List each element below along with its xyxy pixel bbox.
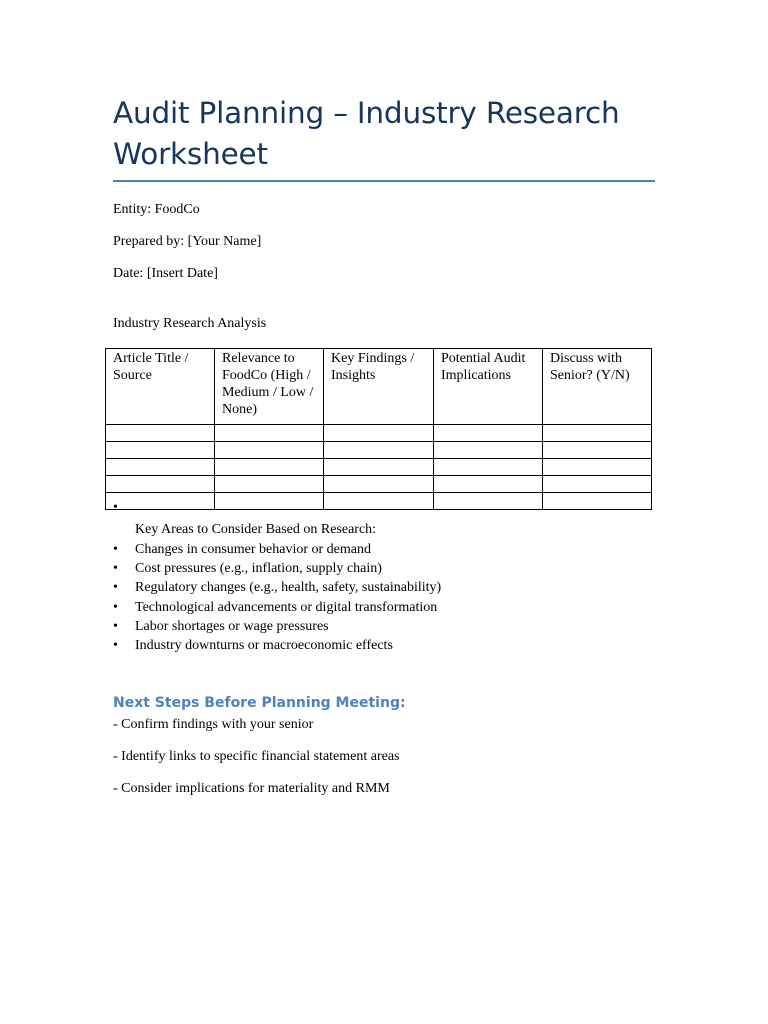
table-cell[interactable] bbox=[543, 493, 652, 510]
column-header-relevance: Relevance to FoodCo (High / Medium / Low / None) bbox=[215, 349, 324, 425]
analysis-section-label: Industry Research Analysis bbox=[113, 316, 267, 331]
list-item-text: Industry downturns or macroeconomic effects bbox=[135, 637, 393, 653]
table-cell[interactable] bbox=[324, 442, 434, 459]
industry-research-table bbox=[105, 348, 652, 510]
table-cell[interactable] bbox=[543, 459, 652, 476]
list-item bbox=[113, 579, 441, 598]
table-cell[interactable] bbox=[215, 476, 324, 493]
table-cell[interactable] bbox=[543, 442, 652, 459]
list-item bbox=[113, 541, 441, 560]
table-cell[interactable] bbox=[434, 493, 543, 510]
column-header-article: Article Title / Source bbox=[106, 349, 215, 425]
list-item bbox=[113, 637, 441, 656]
table-cell[interactable] bbox=[215, 493, 324, 510]
table-cell[interactable] bbox=[106, 442, 215, 459]
table-cell[interactable] bbox=[434, 476, 543, 493]
prepared-by-line: Prepared by: [Your Name] bbox=[113, 234, 262, 249]
table-cell[interactable] bbox=[434, 425, 543, 442]
title-underline bbox=[113, 180, 655, 182]
list-item bbox=[113, 560, 441, 579]
table-cell[interactable] bbox=[434, 442, 543, 459]
key-areas-heading: Key Areas to Consider Based on Research: bbox=[135, 522, 377, 537]
list-item-text: Changes in consumer behavior or demand bbox=[135, 542, 371, 557]
bullet-icon: • bbox=[113, 599, 118, 615]
bullet-icon: • bbox=[113, 618, 118, 634]
list-item-text: Cost pressures (e.g., inflation, supply chain) bbox=[135, 561, 382, 577]
next-steps-heading: Next Steps Before Planning Meeting: bbox=[113, 695, 406, 711]
column-header-implications: Potential Audit Implications bbox=[434, 349, 543, 425]
table-cell[interactable] bbox=[106, 493, 215, 510]
list-item-text: Regulatory changes (e.g., health, safety, sustainability) bbox=[135, 580, 442, 596]
table-cell[interactable] bbox=[434, 459, 543, 476]
table-row bbox=[106, 459, 652, 476]
table-cell[interactable] bbox=[324, 459, 434, 476]
table-cell[interactable] bbox=[543, 425, 652, 442]
empty-bullet-icon: • bbox=[113, 500, 118, 515]
table-header-row bbox=[106, 349, 652, 425]
table-cell[interactable] bbox=[215, 425, 324, 442]
list-item-text: Technological advancements or digital transformation bbox=[135, 599, 438, 615]
table-cell[interactable] bbox=[106, 425, 215, 442]
table-cell[interactable] bbox=[215, 442, 324, 459]
table-cell[interactable] bbox=[543, 476, 652, 493]
table-row bbox=[106, 476, 652, 493]
list-item bbox=[113, 599, 441, 618]
next-step-item: - Confirm findings with your senior bbox=[113, 717, 314, 732]
column-header-findings: Key Findings / Insights bbox=[324, 349, 434, 425]
table-cell[interactable] bbox=[106, 459, 215, 476]
table-row bbox=[106, 493, 652, 510]
table-cell[interactable] bbox=[106, 476, 215, 493]
document-title: Audit Planning – Industry Research Worksheet bbox=[113, 96, 620, 171]
next-step-item: - Consider implications for materiality and RMM bbox=[113, 781, 390, 796]
table-cell[interactable] bbox=[215, 459, 324, 476]
column-header-discuss: Discuss with Senior? (Y/N) bbox=[543, 349, 652, 425]
list-item-text: Labor shortages or wage pressures bbox=[135, 618, 329, 634]
bullet-icon: • bbox=[113, 580, 118, 596]
date-line: Date: [Insert Date] bbox=[113, 266, 218, 281]
next-step-item: - Identify links to specific financial statement areas bbox=[113, 749, 400, 764]
list-item bbox=[113, 618, 441, 637]
bullet-icon: • bbox=[113, 637, 118, 653]
key-areas-list bbox=[113, 541, 441, 656]
bullet-icon: • bbox=[113, 561, 118, 577]
table-cell[interactable] bbox=[324, 476, 434, 493]
table-cell[interactable] bbox=[324, 493, 434, 510]
bullet-icon: • bbox=[113, 542, 118, 557]
table-row bbox=[106, 442, 652, 459]
table-cell[interactable] bbox=[324, 425, 434, 442]
entity-line: Entity: FoodCo bbox=[113, 202, 200, 217]
table-row bbox=[106, 425, 652, 442]
